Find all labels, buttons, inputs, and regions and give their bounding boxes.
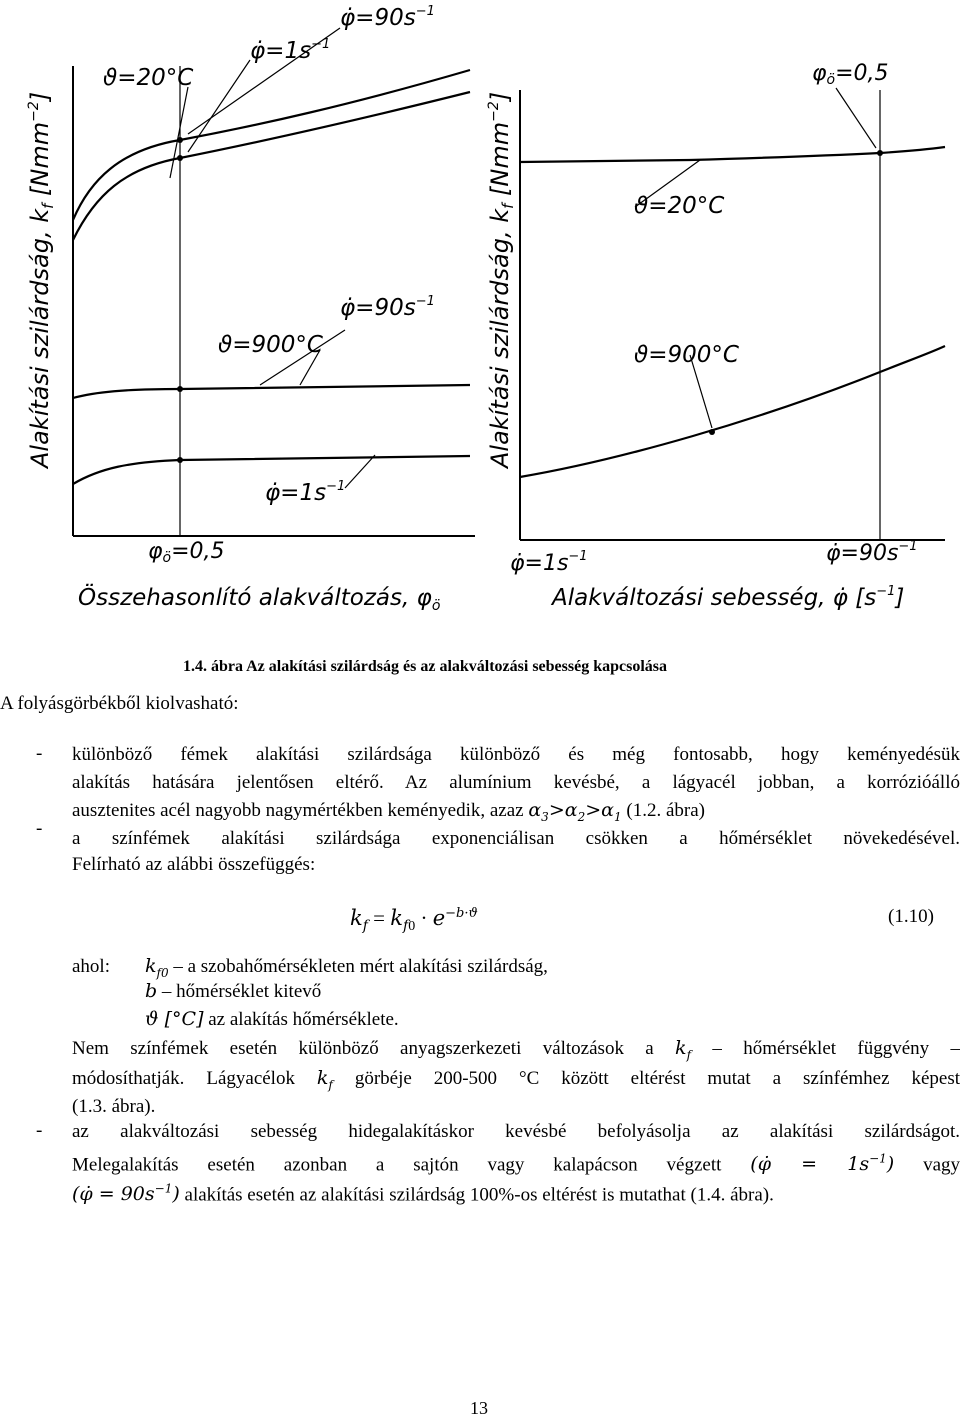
exp: −1: [326, 479, 346, 494]
x-marker-val: =0,5: [171, 539, 225, 564]
bullet3-line1: az alakváltozási sebesség hidegalakításkor kevésbé befolyásolja az alakítási szilárdságot.: [72, 1121, 960, 1142]
svg-text:φ̇=1s−1: [265, 479, 345, 506]
figure-1-4: [0, 0, 960, 640]
exp: −1: [415, 4, 435, 19]
right-phi-label: φ: [812, 61, 827, 86]
defs-ahol: ahol:: [72, 956, 110, 977]
svg-text:φ̇=90s−1: [340, 4, 435, 31]
point: [177, 457, 183, 463]
point: [177, 386, 183, 392]
left-x-axis-sub: ö: [431, 598, 441, 614]
exp: −1: [311, 37, 331, 52]
svg-text:Alakítási szilárdság, kf [Nmm−: Alakítási szilárdság, $k_f$ [Nmm$^{-2}$]: [486, 91, 517, 468]
curve-20c-90s: [73, 70, 470, 220]
right-x-axis-label: Alakváltozási sebesség, φ̇ [s: [552, 585, 877, 611]
svg-text:Összehasonlító alakváltozás, φ: [78, 583, 440, 614]
curve-900c-90s: [73, 385, 470, 398]
bullet-dash: -: [36, 818, 43, 839]
bullet2-line2: Felírható az alábbi összefüggés:: [72, 854, 316, 875]
svg-text:φ̇=1s−1: $\varphi̇=1s^{-1}$: [510, 549, 588, 576]
bullet1-line1: különböző fémek alakítási szilárdsága különböző és még fontosabb, hogy keményedésük: [72, 744, 960, 765]
left-y-axis-label: Alakítási szilárdság, k: [26, 208, 54, 468]
page-number: 13: [470, 1398, 488, 1418]
label-theta-20: ϑ=20°C: [103, 65, 194, 91]
bullet2-line1: a színfémek alakítási szilárdsága exponenciálisan csökken a hőmérséklet növekedésével.: [72, 828, 960, 849]
def-b: b – hőmérséklet kitevő: [145, 980, 322, 1002]
svg-text:φ̇=90s−1: $\varphi̇=90s^{-1}$: [826, 539, 918, 566]
label-phi-90-low: φ̇=90s: [340, 295, 416, 321]
svg-text:Alakváltozási sebesség, φ̇ [s−: Alakváltozási sebesség, φ̇ $[s^{-1}]$: [552, 584, 905, 611]
point: [709, 429, 715, 435]
label-phi-90: φ̇=90s: [340, 5, 416, 31]
right-y-axis-label: Alakítási szilárdság, k: [486, 208, 514, 468]
label-phi-1: φ̇=1s: [250, 38, 312, 64]
right-plot: [486, 61, 945, 611]
para-line2: módosíthatják. Lágyacélok $k_f$ görbéje 200-500 °C között eltérést mutat a színfémhez képest: [72, 1067, 960, 1092]
para-line1: Nem színfémek esetén különböző anyagszerkezeti változások a $k_f$ – hőmérséklet függvény –: [72, 1037, 960, 1062]
x-end-label: φ̇=90s: [826, 541, 899, 566]
svg-text:φö=0,5: φö=0,5: [812, 61, 889, 88]
svg-text:φ̇=90s−1: [340, 294, 435, 321]
svg-text:Alakítási szilárdság, kf [Nmm−: Alakítási szilárdság, $k_f$ [Nmm$^{-2}$]: [26, 91, 57, 468]
equation-number: (1.10): [888, 906, 934, 927]
bullet1-line3: ausztenites acél nagyobb nagymértékben keményedik, azaz $\alpha_3>\alpha_2>\alpha_1$ (1.2. ábra): [72, 799, 705, 824]
equation-1-10: $k_f = k_{f0} \cdot e^{-b\cdot ϑ}$: [350, 906, 478, 935]
svg-text:φ̇=1s−1: [250, 37, 330, 64]
curve-20c-1s: [73, 92, 470, 240]
label-theta-900: ϑ=900°C: [218, 332, 323, 358]
bullet1-line2: alakítás hatására jelentősen eltérő. Az alumínium kevésbé, a lágyacél jobban, a korrózióálló: [72, 772, 960, 793]
x-marker-phi: φ: [148, 539, 163, 564]
intro-text: A folyásgörbékből kiolvasható:: [0, 693, 239, 714]
left-plot: [26, 4, 475, 614]
point: [877, 150, 883, 156]
label-phi-1-low: φ̇=1s: [265, 480, 327, 506]
bullet-dash: -: [36, 1120, 43, 1141]
bullet3-line2: Melegalakítás esetén azonban a sajtón vagy kalapácson végzett (φ̇ = $1s^{-1}$) vagy: [72, 1152, 960, 1176]
def-theta: ϑ [°C] az alakítás hőmérséklete.: [145, 1008, 399, 1030]
figure-caption: 1.4. ábra Az alakítási szilárdság és az alakváltozási sebesség kapcsolása: [183, 658, 668, 675]
bullet3-line3: (φ̇ = $90s^{-1}$) alakítás esetén az alakítási szilárdság 100%-os eltérést is mutathat (1.4. ábra).: [72, 1182, 774, 1206]
def-kf0: $k_{f0}$ – a szobahőmérsékleten mért alakítási szilárdság,: [145, 955, 548, 980]
right-theta-900: ϑ=900°C: [634, 342, 739, 368]
bullet-dash: -: [36, 743, 43, 764]
para-line3: (1.3. ábra).: [72, 1096, 156, 1117]
right-theta-20: ϑ=20°C: [634, 193, 725, 219]
left-x-axis-label: Összehasonlító alakváltozás, φ: [78, 585, 432, 611]
x-marker-sub: ö: [162, 550, 172, 566]
point: [177, 155, 183, 161]
x-start-label: φ̇=1s: [510, 551, 569, 576]
exp: −1: [415, 294, 435, 309]
svg-text:φö=0,5: [148, 539, 225, 566]
